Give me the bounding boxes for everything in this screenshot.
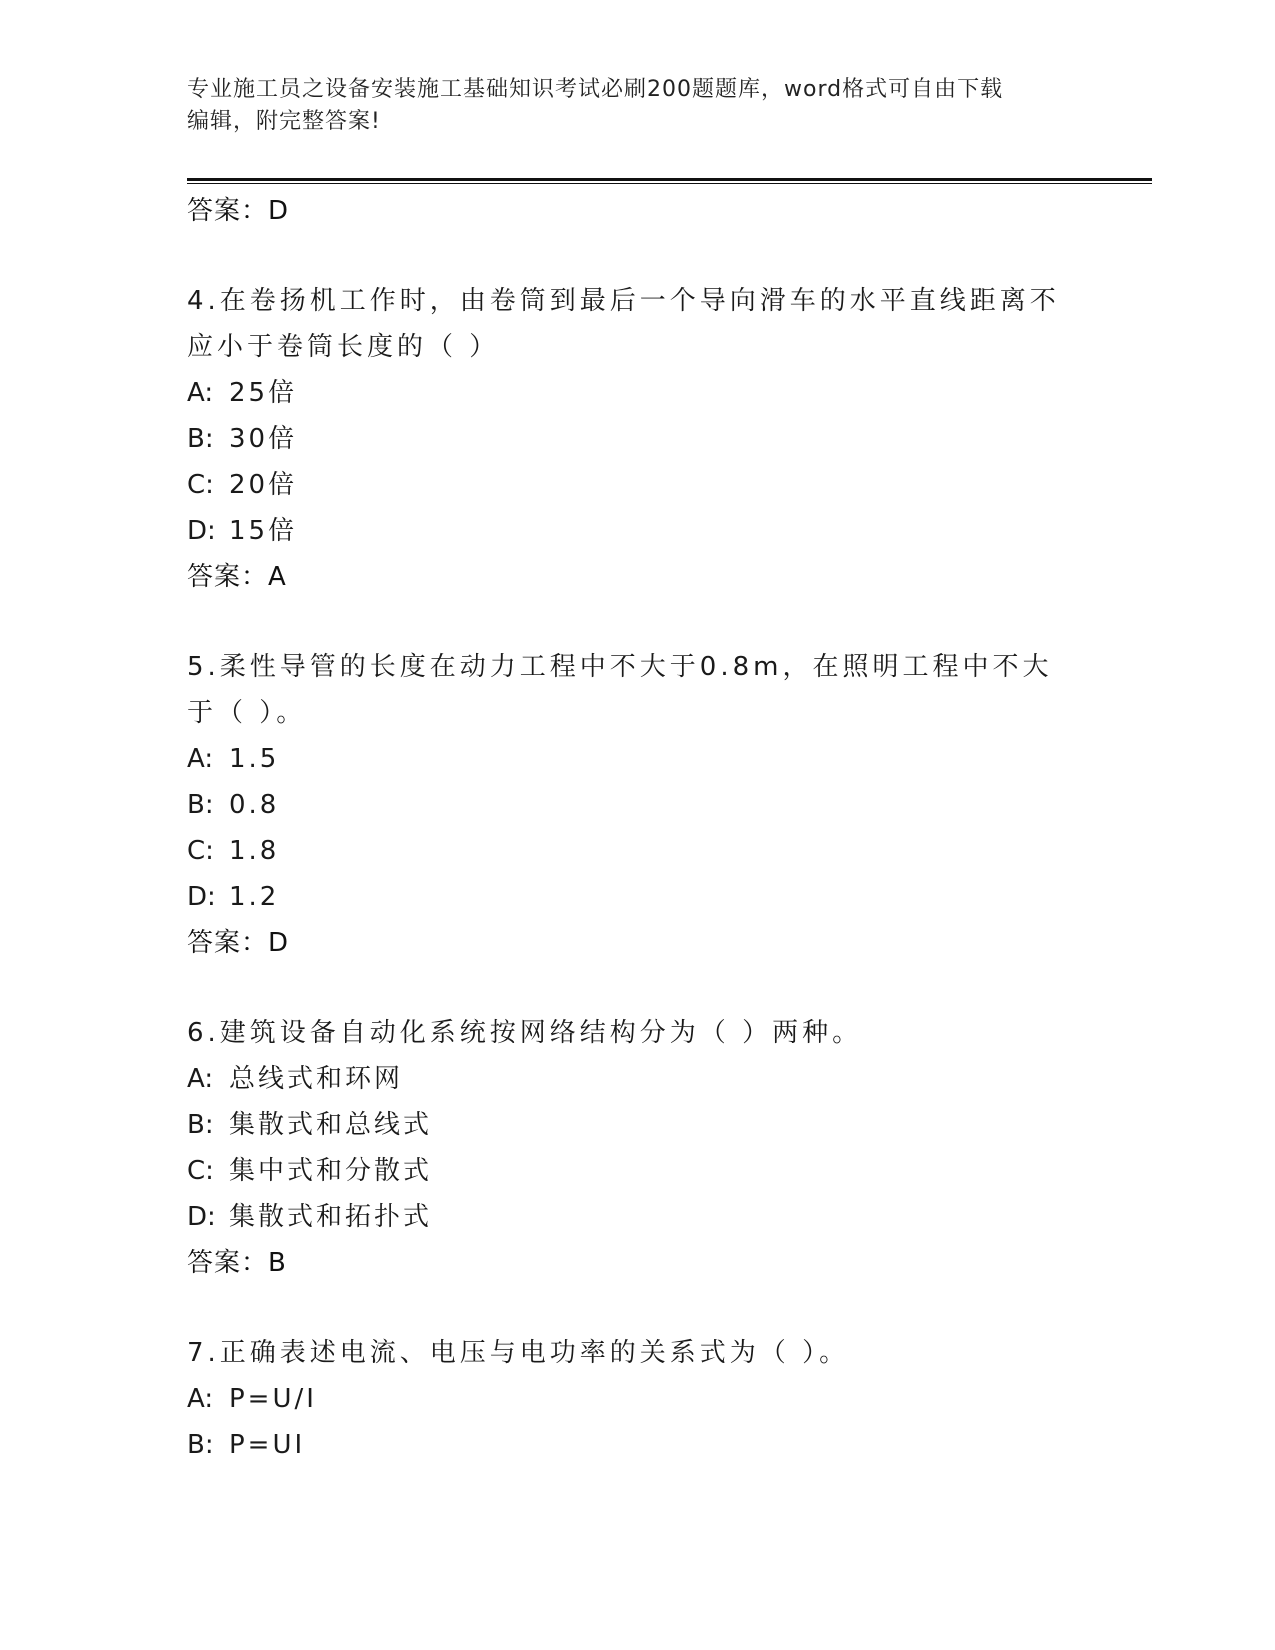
question-7 <box>187 1330 1067 1468</box>
option-b <box>187 1422 1067 1468</box>
previous-answer: 答案：D <box>187 196 290 226</box>
option-letter: C: <box>187 836 214 866</box>
option-text: 总线式和环网 <box>229 1064 404 1094</box>
option-d <box>187 1194 1067 1240</box>
option-a <box>187 370 1067 416</box>
option-letter: A: <box>187 1064 214 1094</box>
option-c <box>187 462 1067 508</box>
option-letter: A: <box>187 1384 214 1414</box>
option-text: 集中式和分散式 <box>229 1156 433 1186</box>
option-text: 15倍 <box>229 516 298 546</box>
option-text: 0.8 <box>229 790 280 820</box>
question-6 <box>187 1010 1067 1286</box>
answer-line: 答案：D <box>187 928 290 958</box>
option-letter: D: <box>187 516 216 546</box>
option-b <box>187 782 1067 828</box>
question-text: 5.柔性导管的长度在动力工程中不大于0.8m，在照明工程中不大于（ ）。 <box>187 652 1053 728</box>
option-c <box>187 828 1067 874</box>
option-letter: B: <box>187 1110 214 1140</box>
option-text: P=U/I <box>229 1384 317 1414</box>
option-letter: B: <box>187 1430 214 1460</box>
answer-line: 答案：B <box>187 1248 287 1278</box>
option-letter: C: <box>187 470 214 500</box>
option-letter: B: <box>187 790 214 820</box>
question-text: 4.在卷扬机工作时，由卷筒到最后一个导向滑车的水平直线距离不应小于卷筒长度的（ ） <box>187 286 1060 362</box>
spacer <box>187 600 1067 644</box>
option-text: 1.5 <box>229 744 280 774</box>
question-list <box>187 188 1067 1468</box>
spacer <box>187 966 1067 1010</box>
option-text: 1.8 <box>229 836 280 866</box>
option-letter: A: <box>187 744 214 774</box>
option-text: P=UI <box>229 1430 306 1460</box>
question-5 <box>187 644 1067 966</box>
option-letter: C: <box>187 1156 214 1186</box>
option-c <box>187 1148 1067 1194</box>
option-text: 25倍 <box>229 378 298 408</box>
spacer <box>187 234 1067 278</box>
option-a <box>187 1056 1067 1102</box>
option-letter: B: <box>187 424 214 454</box>
option-text: 20倍 <box>229 470 298 500</box>
option-text: 集散式和总线式 <box>229 1110 433 1140</box>
header-title-line-1: 专业施工员之设备安装施工基础知识考试必刷200题题库，word格式可自由下载 <box>187 77 1004 102</box>
option-d <box>187 508 1067 554</box>
option-text: 集散式和拓扑式 <box>229 1202 433 1232</box>
option-letter: A: <box>187 378 214 408</box>
option-a <box>187 1376 1067 1422</box>
question-text: 6.建筑设备自动化系统按网络结构分为（ ）两种。 <box>187 1018 863 1048</box>
option-letter: D: <box>187 1202 216 1232</box>
question-text: 7.正确表述电流、电压与电功率的关系式为（ ）。 <box>187 1338 850 1368</box>
question-4 <box>187 278 1067 600</box>
option-letter: D: <box>187 882 216 912</box>
answer-line: 答案：A <box>187 562 287 592</box>
option-d <box>187 874 1067 920</box>
option-text: 1.2 <box>229 882 280 912</box>
option-text: 30倍 <box>229 424 298 454</box>
spacer <box>187 1286 1067 1330</box>
option-b <box>187 1102 1067 1148</box>
document-header <box>187 74 1067 138</box>
header-divider-thick <box>187 178 1152 181</box>
option-a <box>187 736 1067 782</box>
header-title-line-2: 编辑，附完整答案! <box>187 109 381 134</box>
option-b <box>187 416 1067 462</box>
header-divider-thin <box>187 183 1152 184</box>
